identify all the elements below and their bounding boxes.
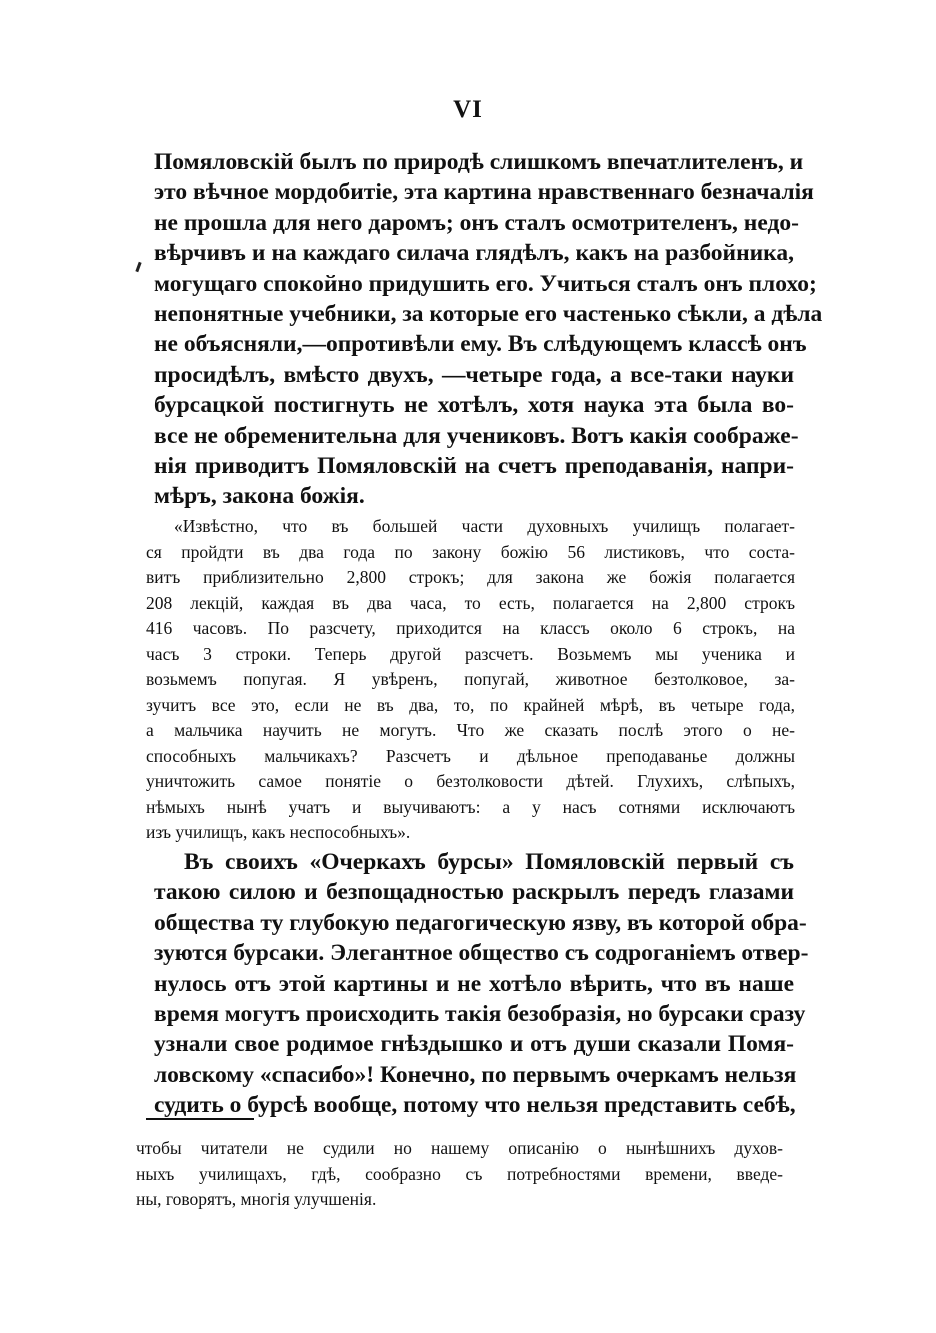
footnote-rule	[146, 1118, 254, 1120]
quote-line: нѣмыхъ нынѣ учатъ и выучиваютъ: а у насъ сотнями исключаютъ	[146, 796, 795, 817]
text-line: мѣръ, закона божія.	[154, 483, 365, 510]
quote-line: 208 лекцій, каждая въ два часа, то есть, полагается на 2,800 строкъ	[146, 592, 795, 613]
text-line: ловскому «спасибо»! Конечно, по первымъ очеркамъ нельзя	[154, 1061, 797, 1088]
footnote-line: чтобы читатели не судили но нашему описанію о нынѣшнихъ духов-	[136, 1138, 783, 1158]
quote-line: 416 часовъ. По разсчету, приходится на классъ около 6 строкъ, на	[146, 618, 795, 638]
text-line: зуются бурсаки. Элегантное общество съ содроганіемъ отвер-	[154, 940, 809, 967]
quote-line: а мальчика научить не могутъ. Что же сказать послѣ этого о не-	[146, 720, 795, 740]
text-line: общества ту глубокую педагогическую язву, въ которой обра-	[154, 909, 807, 936]
footnote	[136, 1136, 783, 1213]
quote-line: «Извѣстно, что въ большей части духовныхъ училищъ полагает-	[174, 516, 795, 536]
quote-line: изъ училищъ, какъ неспособныхъ».	[146, 822, 411, 842]
paragraph-2	[154, 847, 809, 1121]
text-line: не прошла для него даромъ; онъ сталъ осмотрителенъ, недо-	[154, 209, 799, 236]
quote-line: уничтожить самое понятіе о безтолковости дѣтей. Глухихъ, слѣпыхъ,	[146, 771, 795, 791]
quote-line: зучитъ все это, если не въ два, то, по крайней мѣрѣ, въ четыре года,	[146, 694, 795, 715]
text-line: просидѣлъ, вмѣсто двухъ, —четыре года, а все-таки науки	[154, 361, 794, 388]
footnote-line: ны, говорятъ, многія улучшенія.	[136, 1189, 377, 1209]
footnote-line: ныхъ училищахъ, гдѣ, сообразно съ потребностями времени, введе-	[136, 1163, 783, 1184]
quote-line: витъ приблизительно 2,800 строкъ; для закона же божія полагается	[146, 567, 795, 587]
text-line: вѣрчивъ и на каждаго силача глядѣлъ, какъ на разбойника,	[154, 240, 794, 267]
quote-line: возьмемъ попугая. Я увѣренъ, попугай, животное безтолковое, за-	[146, 669, 795, 689]
text-line: это вѣчное мордобитіе, эта картина нравственнаго безначалія	[154, 179, 814, 206]
margin-mark	[135, 262, 141, 272]
quote-line: способныхъ мальчикахъ? Разсчетъ и дѣльное преподаванье должны	[146, 745, 795, 766]
text-line: бурсацкой постигнуть не хотѣлъ, хотя наука эта была во-	[154, 392, 794, 419]
text-line: Помяловскій былъ по природѣ слишкомъ впечатлителенъ, и	[154, 149, 804, 175]
text-line: непонятные учебники, за которые его частенько сѣкли, а дѣла	[154, 301, 823, 328]
text-line: узнали свое родимое гнѣздышко и отъ души сказали Помя-	[154, 1031, 794, 1058]
text-line: Въ своихъ «Очеркахъ бурсы» Помяловскій первый съ	[184, 849, 794, 875]
quote-line: ся пройдти въ два года по закону божію 56 листиковъ, что соста-	[146, 541, 795, 562]
text-line: не объясняли,—опротивѣли ему. Въ слѣдующемъ классѣ онъ	[154, 331, 807, 358]
quote-line: часъ 3 строки. Теперь другой разсчетъ. Возьмемъ мы ученика и	[146, 643, 795, 664]
text-line: такою силою и безпощадностью раскрылъ передъ глазами	[154, 879, 794, 906]
text-line: судить о бурсѣ вообще, потому что нельзя представить себѣ,	[154, 1092, 796, 1119]
text-line: нулось отъ этой картины и не хотѣло вѣрить, что въ наше	[154, 970, 794, 997]
text-line: могущаго спокойно придушить его. Учиться сталъ онъ плохо;	[154, 270, 817, 297]
block-quote	[146, 514, 795, 846]
text-line: время могутъ происходить такія безобразія, но бурсаки сразу	[154, 1001, 806, 1028]
page-number: VI	[453, 96, 483, 123]
paragraph-1	[154, 147, 823, 512]
text-line: все не обременительна для учениковъ. Вотъ какія соображе-	[154, 422, 799, 449]
text-line: нія приводитъ Помяловскій на счетъ преподаванія, напри-	[154, 453, 794, 480]
